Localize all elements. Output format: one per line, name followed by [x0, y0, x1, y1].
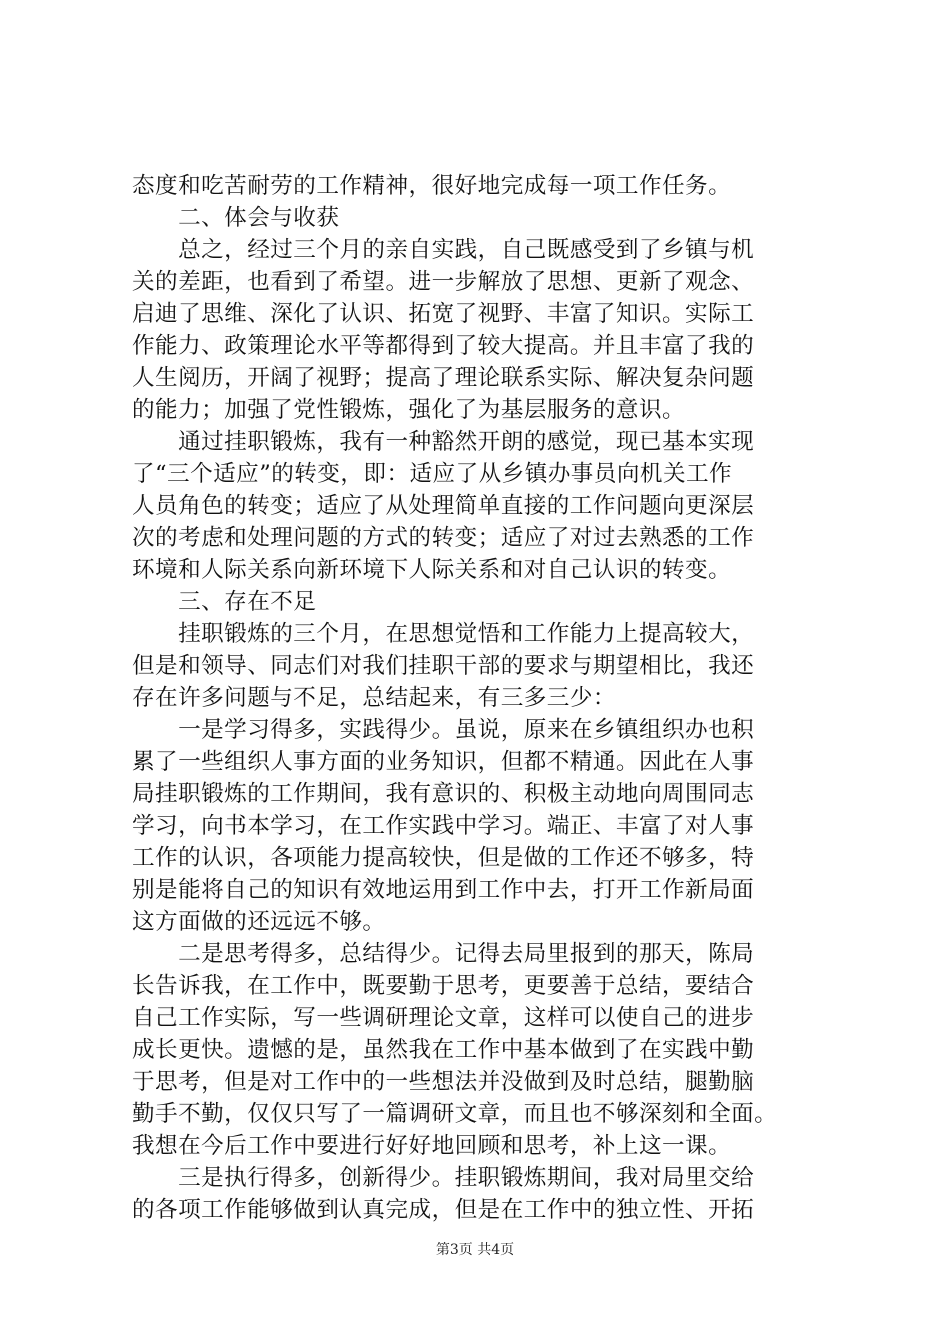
text-line: 总之，经过三个月的亲自实践，自己既感受到了乡镇与机 — [132, 237, 755, 263]
text-line: 环境和人际关系向新环境下人际关系和对自己认识的转变。 — [132, 557, 732, 583]
text-line: 的各项工作能够做到认真完成，但是在工作中的独立性、开拓 — [132, 1197, 755, 1223]
text-line: 成长更快。遗憾的是，虽然我在工作中基本做到了在实践中勤 — [132, 1037, 755, 1063]
text-line: 工作的认识，各项能力提高较快，但是做的工作还不够多，特 — [132, 845, 755, 871]
page-number: 第3页 共4页 — [435, 1242, 515, 1258]
text-line: 别是能将自己的知识有效地运用到工作中去，打开工作新局面 — [132, 877, 755, 903]
text-line: 自己工作实际，写一些调研理论文章，这样可以使自己的进步 — [132, 1005, 755, 1031]
text-line: 启迪了思维、深化了认识、拓宽了视野、丰富了知识。实际工 — [132, 301, 755, 327]
text-line: 于思考，但是对工作中的一些想法并没做到及时总结，腿勤脑 — [132, 1069, 755, 1095]
text-line: 二是思考得多，总结得少。记得去局里报到的那天，陈局 — [132, 941, 755, 967]
text-line: 局挂职锻炼的工作期间，我有意识的、积极主动地向周围同志 — [132, 781, 755, 807]
text-line: 次的考虑和处理问题的方式的转变；适应了对过去熟悉的工作 — [132, 525, 755, 551]
text-line: 作能力、政策理论水平等都得到了较大提高。并且丰富了我的 — [132, 333, 755, 359]
text-line: 人生阅历，开阔了视野；提高了理论联系实际、解决复杂问题 — [132, 365, 755, 391]
text-line: 关的差距，也看到了希望。进一步解放了思想、更新了观念、 — [132, 269, 755, 295]
text-line: 但是和领导、同志们对我们挂职干部的要求与期望相比，我还 — [132, 653, 755, 679]
text-line: 态度和吃苦耐劳的工作精神，很好地完成每一项工作任务。 — [132, 173, 732, 199]
text-line: 一是学习得多，实践得少。虽说，原来在乡镇组织办也积 — [132, 717, 755, 743]
text-line: 我想在今后工作中要进行好好地回顾和思考，补上这一课。 — [132, 1133, 732, 1159]
text-line: 挂职锻炼的三个月，在思想觉悟和工作能力上提高较大， — [132, 621, 755, 647]
text-line: 长告诉我，在工作中，既要勤于思考，更要善于总结，要结合 — [132, 973, 755, 999]
text-line: 三是执行得多，创新得少。挂职锻炼期间，我对局里交给 — [132, 1165, 755, 1191]
document-body — [132, 170, 832, 1226]
text-line: 通过挂职锻炼，我有一种豁然开朗的感觉，现已基本实现 — [132, 429, 755, 455]
text-line: 的能力；加强了党性锻炼，强化了为基层服务的意识。 — [132, 397, 686, 423]
text-line: 存在许多问题与不足，总结起来，有三多三少： — [132, 685, 616, 711]
section-heading: 三、存在不足 — [132, 589, 317, 615]
text-line: 了“三个适应”的转变，即：适应了从乡镇办事员向机关工作 — [132, 461, 733, 487]
text-line: 学习，向书本学习，在工作实践中学习。端正、丰富了对人事 — [132, 813, 755, 839]
text-line: 勤手不勤，仅仅只写了一篇调研文章，而且也不够深刻和全面。 — [132, 1101, 778, 1127]
text-line: 人员角色的转变；适应了从处理简单直接的工作问题向更深层 — [132, 493, 755, 519]
text-line: 累了一些组织人事方面的业务知识，但都不精通。因此在人事 — [132, 749, 755, 775]
text-line: 这方面做的还远远不够。 — [132, 909, 386, 935]
section-heading: 二、体会与收获 — [132, 205, 340, 231]
